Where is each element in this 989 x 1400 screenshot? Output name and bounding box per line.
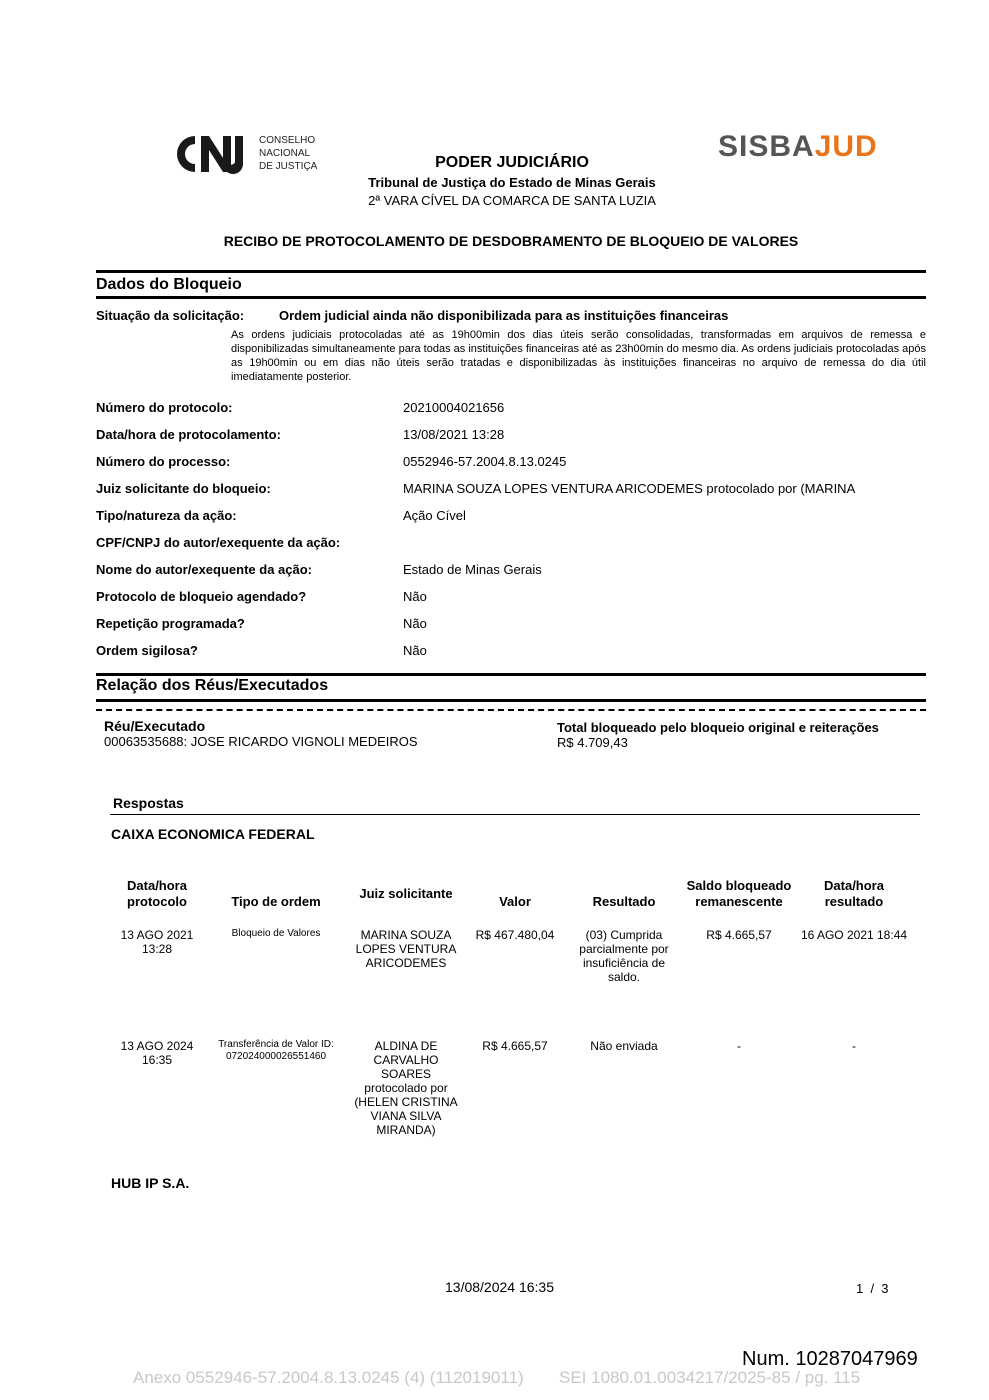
col-header-tipo: Tipo de ordem <box>231 894 321 909</box>
col-header-data-protocolo: Data/hora protocolo <box>127 878 187 909</box>
field-value: Ação Cível <box>403 508 466 523</box>
annex-stamp: Anexo 0552946-57.2004.8.13.0245 (4) (112019011) <box>133 1368 524 1387</box>
field-value: 20210004021656 <box>403 400 505 415</box>
sei-stamp: SEI 1080.01.0034217/2025-85 / pg. 115 <box>559 1368 861 1387</box>
situacao-value: Ordem judicial ainda não disponibilizada para as instituições financeiras <box>279 308 729 323</box>
court-name: Tribunal de Justiça do Estado de Minas Gerais <box>368 175 656 190</box>
cell-valor: R$ 467.480,04 <box>475 928 555 942</box>
section-title-bloqueio: Dados do Bloqueio <box>96 276 242 293</box>
reu-header: Réu/Executado <box>104 718 206 734</box>
section-rule <box>96 296 926 299</box>
document-title: RECIBO DE PROTOCOLAMENTO DE DESDOBRAMENTO DE BLOQUEIO DE VALORES <box>223 233 799 249</box>
field-label: Juiz solicitante do bloqueio: <box>96 481 271 496</box>
field-value: 0552946-57.2004.8.13.0245 <box>403 454 567 469</box>
field-value: 13/08/2021 13:28 <box>403 427 505 442</box>
vara-name: 2ª VARA CÍVEL DA COMARCA DE SANTA LUZIA <box>368 193 656 208</box>
cell-saldo: - <box>737 1039 741 1053</box>
footer-datetime: 13/08/2024 16:35 <box>445 1279 554 1295</box>
field-label: Repetição programada? <box>96 616 245 631</box>
cell-data-resultado: 16 AGO 2021 18:44 <box>800 928 908 942</box>
field-value: Estado de Minas Gerais <box>403 562 542 577</box>
cnj-text-line: DE JUSTIÇA <box>259 161 318 172</box>
field-label: CPF/CNPJ do autor/exequente da ação: <box>96 535 341 550</box>
total-header: Total bloqueado pelo bloqueio original e reiterações <box>557 720 879 735</box>
institution-name: CAIXA ECONOMICA FEDERAL <box>111 826 315 842</box>
field-value: MARINA SOUZA LOPES VENTURA ARICODEMES protocolado por (MARINA <box>403 481 856 496</box>
field-label: Número do processo: <box>96 454 231 469</box>
page-number: 1 / 3 <box>856 1281 889 1296</box>
respostas-title: Respostas <box>113 795 184 811</box>
total-value: R$ 4.709,43 <box>557 735 628 750</box>
field-label: Ordem sigilosa? <box>96 643 198 658</box>
cell-juiz: MARINA SOUZA LOPES VENTURA ARICODEMES <box>355 928 457 970</box>
col-header-resultado: Resultado <box>592 894 656 909</box>
cell-data-protocolo: 13 AGO 2024 16:35 <box>120 1039 194 1067</box>
section-title-reus: Relação dos Réus/Executados <box>96 677 329 694</box>
col-header-juiz: Juiz solicitante <box>359 886 453 901</box>
cell-tipo: Bloqueio de Valores <box>231 928 321 939</box>
field-label: Protocolo de bloqueio agendado? <box>96 589 307 604</box>
sisbajud-logo-part1: SISBA <box>718 130 815 163</box>
field-value: Não <box>403 589 427 604</box>
col-header-saldo: Saldo bloqueado remanescente <box>686 878 792 909</box>
field-value: Não <box>403 643 427 658</box>
field-value: Não <box>403 616 427 631</box>
field-label: Número do protocolo: <box>96 400 233 415</box>
cell-data-resultado: - <box>852 1039 856 1053</box>
section-rule <box>96 673 926 676</box>
document-number: Num. 10287047969 <box>742 1348 918 1370</box>
section-rule <box>96 699 926 702</box>
respostas-rule <box>110 814 920 815</box>
dashed-divider <box>96 709 926 711</box>
cnj-text-line: NACIONAL <box>259 148 311 159</box>
page-title: PODER JUDICIÁRIO <box>435 154 589 171</box>
cell-tipo: Transferência de Valor ID: 072024000026551460 <box>218 1039 334 1062</box>
col-header-data-resultado: Data/hora resultado <box>824 878 884 909</box>
cell-data-protocolo: 13 AGO 2021 13:28 <box>120 928 194 956</box>
cell-resultado: (03) Cumprida parcialmente por insuficiência de saldo. <box>579 928 669 984</box>
cell-juiz: ALDINA DE CARVALHO SOARES protocolado por (HELEN CRISTINA VIANA SILVA MIRANDA) <box>354 1039 458 1137</box>
cell-saldo: R$ 4.665,57 <box>706 928 772 942</box>
situacao-label: Situação da solicitação: <box>96 308 245 323</box>
col-header-valor: Valor <box>499 894 531 909</box>
sisbajud-logo-part2: JUD <box>814 130 878 163</box>
field-label: Data/hora de protocolamento: <box>96 427 281 442</box>
reu-value: 00063535688: JOSE RICARDO VIGNOLI MEDEIROS <box>104 734 418 749</box>
cell-valor: R$ 4.665,57 <box>482 1039 548 1053</box>
field-label: Tipo/natureza da ação: <box>96 508 237 523</box>
next-institution-name: HUB IP S.A. <box>111 1175 190 1191</box>
field-label: Nome do autor/exequente da ação: <box>96 562 312 577</box>
cnj-text-line: CONSELHO <box>259 135 316 146</box>
situacao-note: As ordens judiciais protocoladas até as 19h00min dos dias úteis serão consolidadas, transformadas em arquivos de remessa e disponibilizadas simultaneamente para todas as instituições financeiras até as 23h00min do mesmo dia. As ordens judiciais protocoladas após as 19h00min ou em dias não úteis serão tratadas e disponibilizadas às instituições financeiras no arquivo de remessa do dia útil imediatamente posterior. <box>231 329 926 383</box>
cell-resultado: Não enviada <box>590 1039 658 1053</box>
section-rule <box>96 270 926 273</box>
